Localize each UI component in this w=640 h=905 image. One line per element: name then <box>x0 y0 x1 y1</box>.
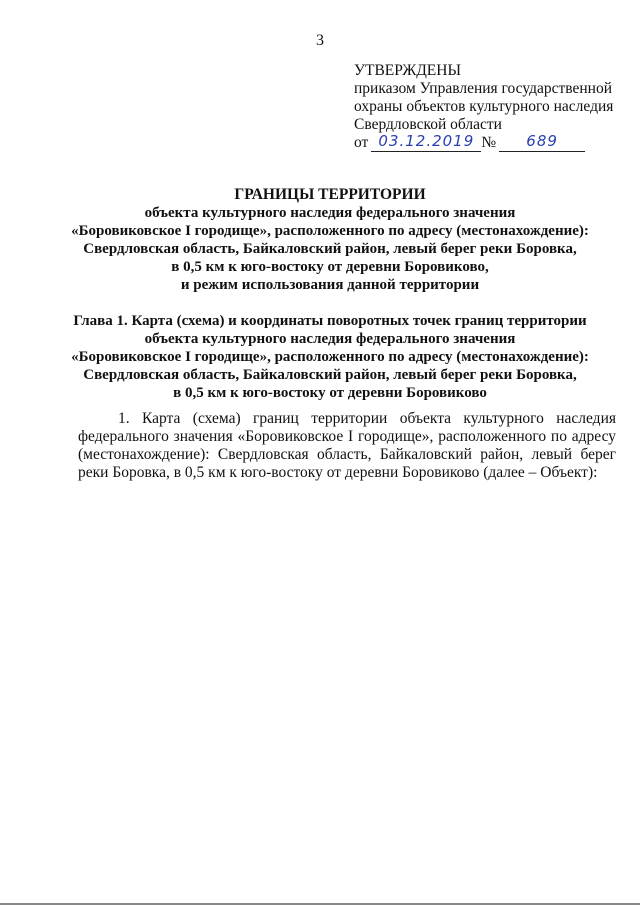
approval-title: УТВЕРЖДЕНЫ <box>354 62 461 79</box>
approval-line-1: приказом Управления государственной <box>354 80 613 97</box>
document-title <box>40 186 620 294</box>
approval-line-3: Свердловской области <box>354 116 502 133</box>
title-line-3: «Боровиковское I городище», расположенного по адресу (местонахождение): <box>71 223 589 239</box>
chapter-line-3: «Боровиковское I городище», расположенного по адресу (местонахождение): <box>71 349 589 365</box>
handwritten-date: 03.12.2019 <box>371 134 481 152</box>
approval-date-number-row <box>354 134 624 152</box>
title-line-5: в 0,5 км к юго-востоку от деревни Боровиково, <box>171 259 489 275</box>
chapter-line-1: Глава 1. Карта (схема) и координаты поворотных точек границ территории <box>73 313 587 329</box>
approval-line-2: охраны объектов культурного наследия <box>354 98 614 115</box>
paragraph-1 <box>78 410 616 482</box>
number-label: № <box>481 134 497 151</box>
page-number: 3 <box>316 32 324 49</box>
chapter-line-5: в 0,5 км к юго-востоку от деревни Боровиково <box>173 385 487 401</box>
title-line-1: ГРАНИЦЫ ТЕРРИТОРИИ <box>234 186 426 203</box>
chapter-line-4: Свердловская область, Байкаловский район, левый берег реки Боровка, <box>83 367 577 383</box>
title-line-2: объекта культурного наследия федерального значения <box>144 205 516 221</box>
approval-stamp <box>354 62 624 152</box>
handwritten-number: 689 <box>499 134 585 152</box>
chapter-line-2: объекта культурного наследия федерального значения <box>144 331 516 347</box>
paragraph-1-text: 1. Карта (схема) границ территории объекта культурного наследия федерального значения «Боровиковское I городище», расположенного по адресу (местонахождение): Свердловская область, Байкаловский район, левый берег реки Боровка, в 0,5 км к юго-востоку от деревни Боровиково (далее – Объект): <box>78 410 616 481</box>
chapter-heading <box>40 312 620 402</box>
from-label: от <box>354 134 369 151</box>
title-line-6: и режим использования данной территории <box>180 277 480 293</box>
title-line-4: Свердловская область, Байкаловский район, левый берег реки Боровка, <box>83 241 577 257</box>
